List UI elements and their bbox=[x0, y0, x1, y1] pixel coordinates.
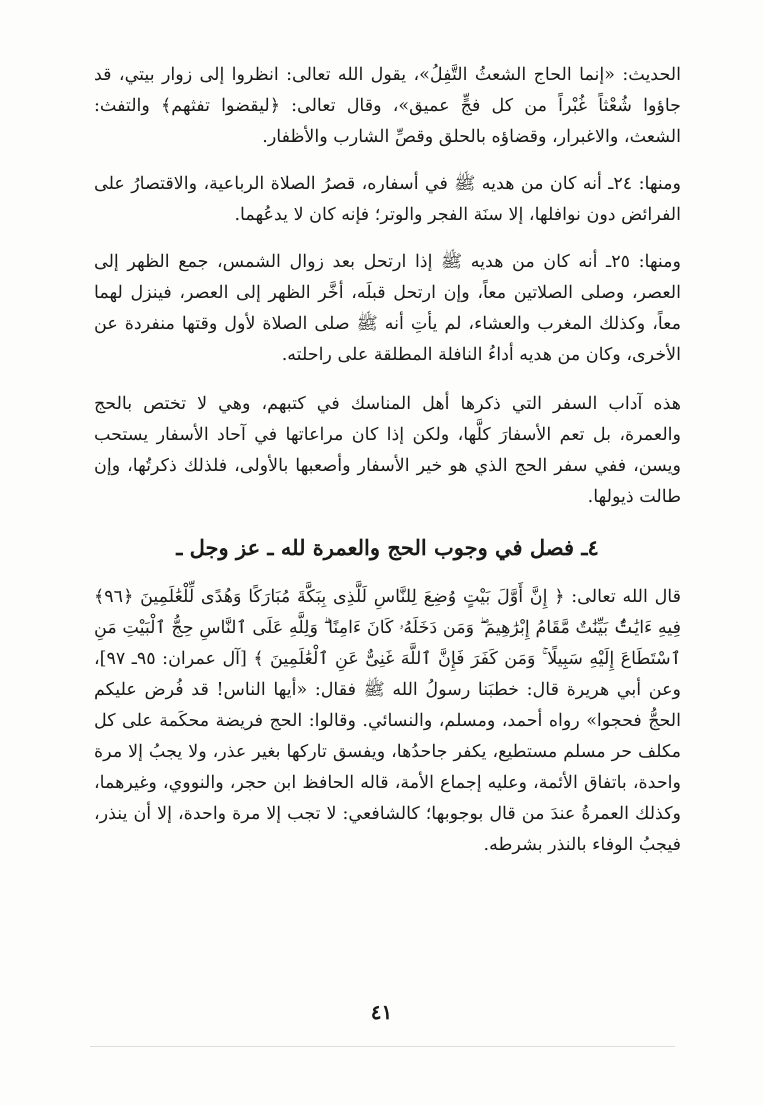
paragraph-item-25: ومنها: ٢٥ـ أنه كان من هديه ﷺ إذا ارتحل بعد زوال الشمس، جمع الظهر إلى العصر، وصلى الصلاتين معاً، وإن ارتحل قبلَه، أخَّر الظهر إلى العصر، فينزل لهما معاً، وكذلك المغرب والعشاء، لم يأتِ أنه ﷺ صلى الصلاة لأول وقتها منفردة عن الأخرى، وكان من هديه أداءُ النافلة المطلقة على راحلته. bbox=[94, 252, 681, 365]
page-number: ٤١ bbox=[370, 1000, 393, 1024]
paragraph-hadith-tafath: الحديث: «إنما الحاج الشعثُ التَّفِلُ»، يقول الله تعالى: انظروا إلى زوار بيتي، قد جاؤوا شُعْثاً غُبْراً من كل فجٍّ عميق»، وقال تعالى: ﴿ليقضوا تفثهم﴾ والتفث: الشعث، والاغبرار، وقضاؤه بالحلق وقصِّ الشارب والأظفار. bbox=[94, 65, 681, 147]
footer-divider bbox=[90, 1046, 675, 1047]
paragraph-item-24: ومنها: ٢٤ـ أنه كان من هديه ﷺ في أسفاره، قصرُ الصلاة الرباعية، والاقتصارُ على الفرائض دون نوافلها، إلا سنَة الفجر والوتر؛ فإنه كان لا يدعُهما. bbox=[94, 174, 681, 225]
paragraph-hajj-obligation: قال الله تعالى: ﴿ إِنَّ أَوَّلَ بَيْتٍ وُضِعَ لِلنَّاسِ لَلَّذِى بِبَكَّةَ مُبَارَكًا وَهُدًى لِّلْعَٰلَمِينَ ﴿٩٦﴾ فِيهِ ءَايَٰتٌۢ بَيِّنَٰتٌ مَّقَامُ إِبْرَٰهِيمَ ۖ وَمَن دَخَلَهُۥ كَانَ ءَامِنًا ۗ وَلِلَّهِ عَلَى ٱلنَّاسِ حِجُّ ٱلْبَيْتِ مَنِ ٱسْتَطَاعَ إِلَيْهِ سَبِيلًا ۚ وَمَن كَفَرَ فَإِنَّ ٱللَّهَ غَنِىٌّ عَنِ ٱلْعَٰلَمِينَ ﴾ [آل عمران: ٩٥ـ ٩٧]، وعن أبي هريرة قال: خطبَنا رسولُ الله ﷺ فقال: «أيها الناس! قد فُرض عليكم الحجُّ فحجوا» رواه أحمد، ومسلم، والنسائي. وقالوا: الحج فريضة محكَمة على كل مكلف حر مسلم مستطيع، يكفر جاحدُها، ويفسق تاركها بغير عذر، ولا يجبُ إلا مرة واحدة، باتفاق الأئمة، وعليه إجماع الأمة، قاله الحافظ ابن حجر، والنووي، وغيرهما، وكذلك العمرةُ عندَ من قال بوجوبها؛ كالشافعي: لا تجب إلا مرة واحدة، إلا أن ينذر، فيجبُ الوفاء بالنذر بشرطه. bbox=[94, 587, 681, 855]
section-heading: ٤ـ فصل في وجوب الحج والعمرة لله ـ عز وجل ـ bbox=[176, 535, 599, 560]
page-body bbox=[94, 60, 681, 861]
paragraph-travel-etiquette: هذه آداب السفر التي ذكرها أهل المناسك في كتبهم، وهي لا تختص بالحج والعمرة، بل تعم الأسفارَ كلَّها، ولكن إذا كان مراعاتها في آحاد الأسفار يستحب ويسن، ففي سفر الحج الذي هو خير الأسفار وأصعبها بالأولى، فلذلك ذكرتُها، وإن طالت ذيولها. bbox=[94, 394, 681, 507]
